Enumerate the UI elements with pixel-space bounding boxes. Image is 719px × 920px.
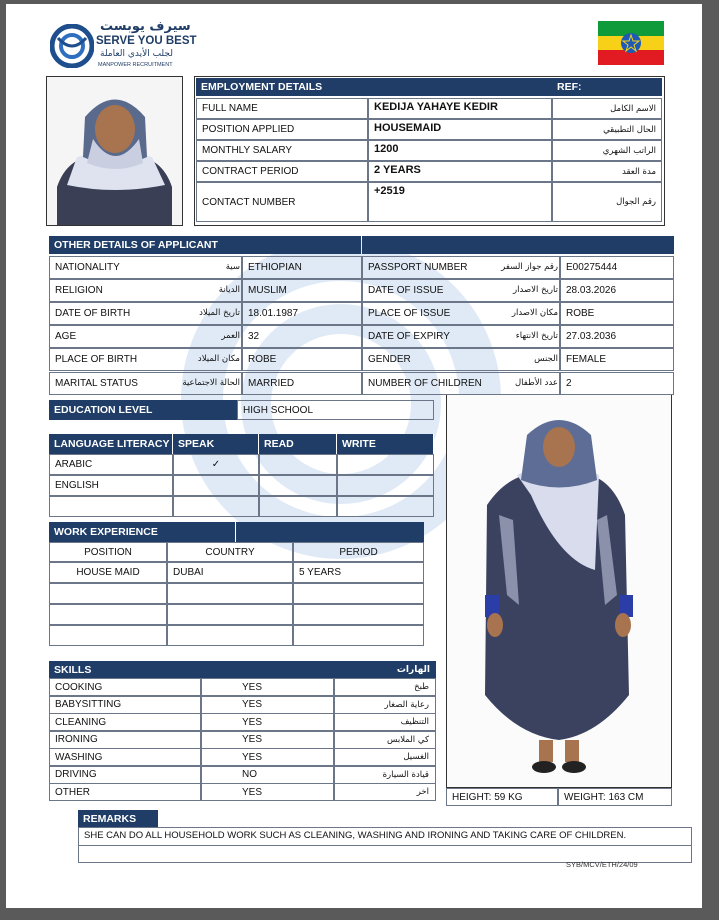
- flag-graphic: [598, 21, 664, 65]
- applicant-portrait-frame: [46, 76, 183, 226]
- company-english-name: SERVE YOU BEST: [96, 35, 197, 47]
- language-header-cell: SPEAK: [173, 434, 259, 454]
- skill-arabic-cell: اخر: [334, 783, 436, 801]
- language-header-cell: WRITE: [337, 434, 434, 454]
- work-position-cell: HOUSE MAID: [49, 562, 167, 583]
- skill-name-cell: CLEANING: [49, 713, 201, 731]
- ethiopia-flag: [598, 21, 664, 65]
- other-details-header-right: [362, 236, 674, 254]
- employment-row-value: +2519: [368, 182, 552, 222]
- other-left-arabic: مكان الميلاد: [197, 354, 240, 364]
- skill-arabic-cell: الغسيل: [334, 748, 436, 766]
- language-write-cell: [337, 454, 434, 475]
- other-right-value: FEMALE: [560, 348, 674, 371]
- language-write-cell: [337, 496, 434, 517]
- applicant-portrait-photo: [47, 77, 182, 225]
- other-left-value: MARRIED: [242, 372, 362, 395]
- other-right-label: PLACE OF ISSUE: [362, 302, 560, 325]
- skill-name-cell: DRIVING: [49, 766, 201, 784]
- other-right-arabic: رقم جواز السفر: [501, 262, 558, 272]
- language-read-cell: [259, 454, 337, 475]
- footer-code: SYB/MCV/ETH/24/09: [566, 860, 638, 869]
- language-read-cell: [259, 475, 337, 496]
- other-right-arabic: الجنس: [534, 354, 558, 364]
- other-left-value: 32: [242, 325, 362, 348]
- company-arabic-sub: لجلب الأيدي العاملة: [100, 49, 173, 59]
- language-read-cell: [259, 496, 337, 517]
- employment-row-arabic: الحال التطبيقي: [552, 119, 662, 140]
- work-period-cell: [293, 583, 424, 604]
- remarks-text: SHE CAN DO ALL HOUSEHOLD WORK SUCH AS CLEANING, WASHING AND IRONING AND TAKING CARE OF CHILDREN.: [84, 830, 627, 841]
- other-right-label: DATE OF ISSUE: [362, 279, 560, 302]
- work-header: WORK EXPERIENCE: [49, 522, 235, 542]
- remarks-header: REMARKS: [78, 810, 158, 827]
- skill-arabic-cell: رعاية الصغار: [334, 696, 436, 714]
- other-right-arabic: عدد الأطفال: [514, 378, 558, 388]
- skill-arabic-cell: طبخ: [334, 678, 436, 696]
- other-left-label: PLACE OF BIRTH: [49, 348, 242, 371]
- skill-value-cell: YES: [201, 678, 334, 696]
- skill-value-cell: YES: [201, 731, 334, 749]
- other-left-arabic: العمر: [221, 331, 240, 341]
- skill-arabic-cell: قيادة السيارة: [334, 766, 436, 784]
- full-body-photo-frame: [446, 394, 672, 788]
- employment-row-value: 2 YEARS: [368, 161, 552, 182]
- other-left-label: RELIGION: [49, 279, 242, 302]
- skill-name-cell: COOKING: [49, 678, 201, 696]
- work-period-cell: 5 YEARS: [293, 562, 424, 583]
- skill-name-cell: OTHER: [49, 783, 201, 801]
- other-left-label: MARITAL STATUS: [49, 372, 242, 395]
- work-period-cell: [293, 625, 424, 646]
- skill-name-cell: WASHING: [49, 748, 201, 766]
- skill-name-cell: IRONING: [49, 731, 201, 749]
- height-value: HEIGHT: 59 KG: [446, 788, 558, 806]
- other-details-header: OTHER DETAILS OF APPLICANT: [49, 236, 361, 254]
- logo-mark-icon: [50, 24, 94, 68]
- education-header: EDUCATION LEVEL: [49, 400, 237, 420]
- other-left-arabic: الديانة: [218, 285, 240, 295]
- work-column-header: PERIOD: [293, 542, 424, 562]
- other-right-label: NUMBER OF CHILDREN: [362, 372, 560, 395]
- employment-row-value: 1200: [368, 140, 552, 161]
- other-right-value: ROBE: [560, 302, 674, 325]
- company-arabic-name: سيرف يوبست: [100, 19, 191, 34]
- other-right-value: 28.03.2026: [560, 279, 674, 302]
- skills-header-arabic: الهارات: [264, 661, 436, 678]
- skill-value-cell: YES: [201, 783, 334, 801]
- skill-value-cell: YES: [201, 696, 334, 714]
- other-right-label: DATE OF EXPIRY: [362, 325, 560, 348]
- company-sub-en: MANPOWER RECRUITMENT: [98, 62, 173, 68]
- employment-row-label: CONTRACT PERIOD: [196, 161, 368, 182]
- language-speak-cell: [173, 475, 259, 496]
- work-column-header: POSITION: [49, 542, 167, 562]
- skill-value-cell: YES: [201, 748, 334, 766]
- work-country-cell: [167, 625, 293, 646]
- employment-row-arabic: رقم الجوال: [552, 182, 662, 222]
- other-right-value: 27.03.2036: [560, 325, 674, 348]
- other-right-label: PASSPORT NUMBER: [362, 256, 560, 279]
- other-right-value: 2: [560, 372, 674, 395]
- remarks-divider: [78, 845, 692, 846]
- language-speak-cell: ✓: [173, 454, 259, 475]
- language-write-cell: [337, 475, 434, 496]
- employment-row-label: FULL NAME: [196, 98, 368, 119]
- skill-value-cell: NO: [201, 766, 334, 784]
- other-left-arabic: تاريخ الميلاد: [199, 308, 240, 318]
- work-header-right: [236, 522, 424, 542]
- language-speak-cell: [173, 496, 259, 517]
- cv-page: [6, 4, 702, 908]
- language-name-cell: ENGLISH: [49, 475, 173, 496]
- employment-row-arabic: الراتب الشهري: [552, 140, 662, 161]
- other-right-arabic: تاريخ الانتهاء: [515, 331, 558, 341]
- employment-row-arabic: الاسم الكامل: [552, 98, 662, 119]
- other-left-arabic: الحالة الاجتماعية: [182, 378, 240, 388]
- full-body-photo: [447, 395, 671, 787]
- employment-header: EMPLOYMENT DETAILS: [196, 78, 552, 96]
- weight-value: WEIGHT: 163 CM: [558, 788, 672, 806]
- other-left-arabic: سية: [225, 262, 240, 272]
- other-left-value: 18.01.1987: [242, 302, 362, 325]
- employment-row-arabic: مدة العقد: [552, 161, 662, 182]
- skill-arabic-cell: التنظيف: [334, 713, 436, 731]
- employment-row-value: KEDIJA YAHAYE KEDIR: [368, 98, 552, 119]
- work-country-cell: [167, 583, 293, 604]
- work-column-header: COUNTRY: [167, 542, 293, 562]
- other-left-label: NATIONALITY: [49, 256, 242, 279]
- other-right-label: GENDER: [362, 348, 560, 371]
- work-position-cell: [49, 625, 167, 646]
- other-left-value: MUSLIM: [242, 279, 362, 302]
- other-left-value: ETHIOPIAN: [242, 256, 362, 279]
- language-name-cell: [49, 496, 173, 517]
- other-left-label: AGE: [49, 325, 242, 348]
- employment-row-label: POSITION APPLIED: [196, 119, 368, 140]
- other-right-value: E00275444: [560, 256, 674, 279]
- language-header-cell: LANGUAGE LITERACY: [49, 434, 173, 454]
- work-position-cell: [49, 583, 167, 604]
- employment-row-value: HOUSEMAID: [368, 119, 552, 140]
- other-right-arabic: تاريخ الاصدار: [513, 285, 558, 295]
- skill-value-cell: YES: [201, 713, 334, 731]
- work-period-cell: [293, 604, 424, 625]
- company-logo: [50, 24, 94, 68]
- language-name-cell: ARABIC: [49, 454, 173, 475]
- work-position-cell: [49, 604, 167, 625]
- language-header-cell: READ: [259, 434, 337, 454]
- education-value: HIGH SCHOOL: [237, 400, 434, 420]
- ref-header: REF:: [552, 78, 662, 96]
- work-country-cell: [167, 604, 293, 625]
- skill-arabic-cell: كي الملابس: [334, 731, 436, 749]
- skills-header: SKILLS: [49, 661, 264, 678]
- employment-row-label: MONTHLY SALARY: [196, 140, 368, 161]
- other-left-label: DATE OF BIRTH: [49, 302, 242, 325]
- employment-row-label: CONTACT NUMBER: [196, 182, 368, 222]
- work-country-cell: DUBAI: [167, 562, 293, 583]
- other-left-value: ROBE: [242, 348, 362, 371]
- other-right-arabic: مكان الاصدار: [511, 308, 558, 318]
- skill-name-cell: BABYSITTING: [49, 696, 201, 714]
